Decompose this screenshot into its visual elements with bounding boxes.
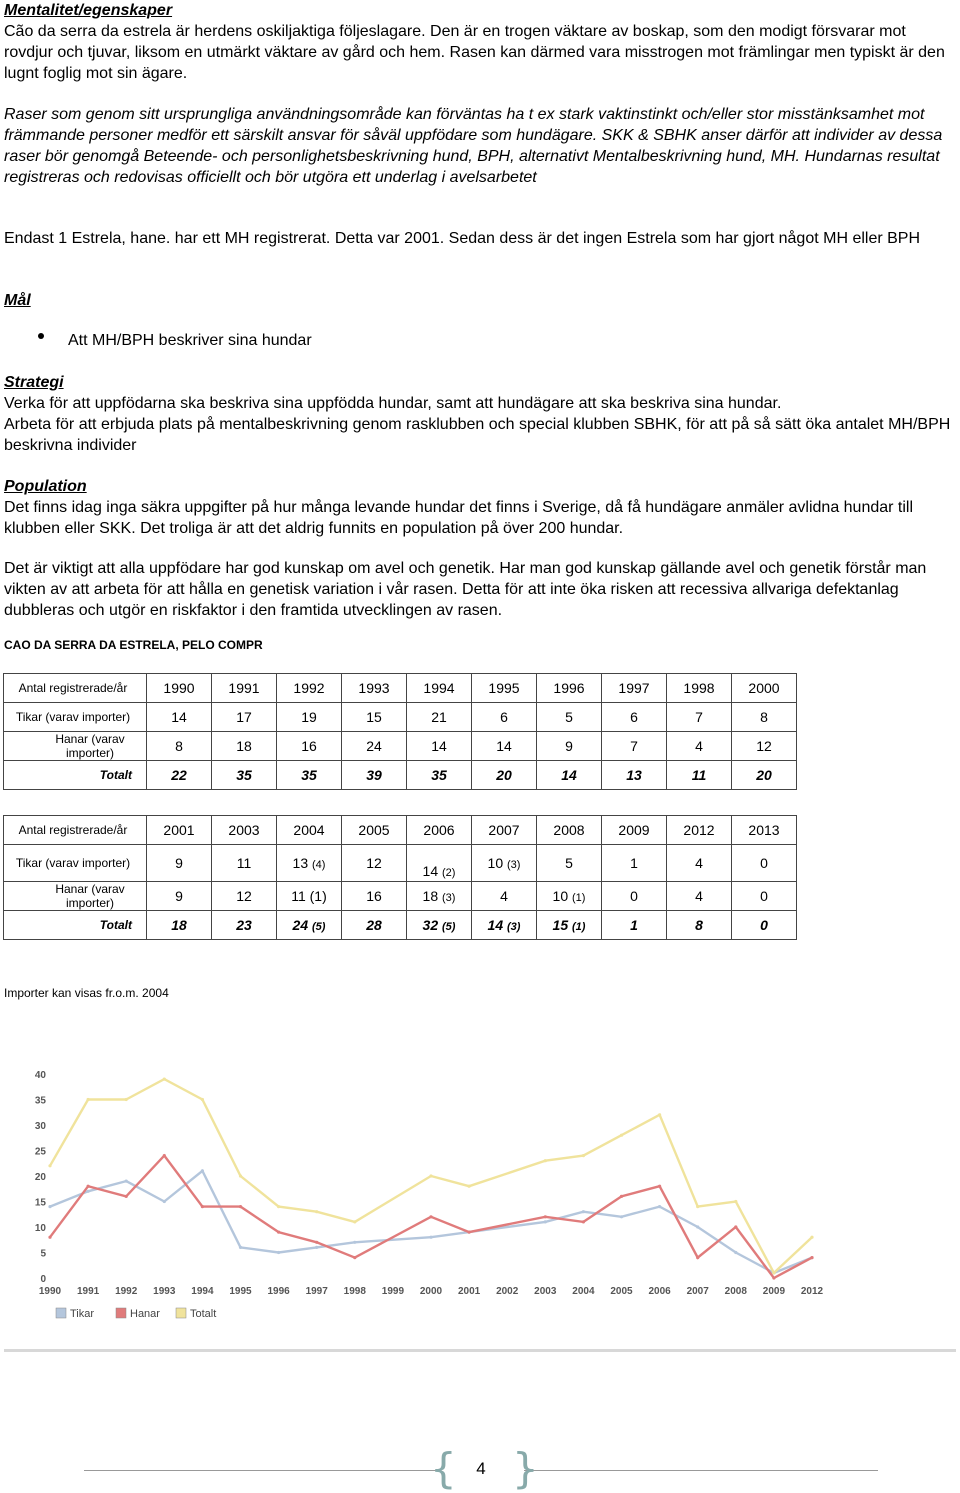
row-label: Antal registrerade/år xyxy=(4,816,147,845)
data-point xyxy=(734,1251,737,1254)
data-point xyxy=(353,1241,356,1244)
right-brace-icon: } xyxy=(512,1444,539,1493)
data-point xyxy=(772,1276,775,1279)
x-tick-label: 2007 xyxy=(686,1286,709,1297)
import-count: (1) xyxy=(572,892,586,904)
value-cell: 6 xyxy=(472,703,537,732)
x-tick-label: 2000 xyxy=(419,1286,443,1297)
total-cell: 11 xyxy=(667,761,732,790)
year-cell: 1993 xyxy=(342,674,407,703)
row-label: Tikar (varav importer) xyxy=(4,845,147,882)
value-cell: 8 xyxy=(147,732,212,761)
table-row xyxy=(4,732,797,761)
data-point xyxy=(544,1215,547,1218)
value-text: 9 xyxy=(175,855,183,871)
value-text: 0 xyxy=(630,888,638,904)
value-cell: 14 xyxy=(407,732,472,761)
data-point xyxy=(772,1271,775,1274)
value-text: 10 xyxy=(487,855,504,871)
data-point xyxy=(239,1205,242,1208)
value-text: 14 xyxy=(422,863,439,879)
legend-label: Tikar xyxy=(70,1308,95,1320)
data-point xyxy=(620,1134,623,1137)
legend-swatch xyxy=(176,1308,186,1318)
value-text: 1 xyxy=(630,855,638,871)
x-tick-label: 2009 xyxy=(762,1286,786,1297)
year-cell: 1997 xyxy=(602,674,667,703)
year-cell: 2012 xyxy=(667,816,732,845)
data-point xyxy=(429,1215,432,1218)
value-text: 0 xyxy=(760,855,768,871)
data-point xyxy=(277,1251,280,1254)
legend-label: Hanar xyxy=(130,1308,160,1320)
table-row xyxy=(4,674,797,703)
total-cell: 20 xyxy=(472,761,537,790)
x-tick-label: 2008 xyxy=(724,1286,747,1297)
data-point xyxy=(48,1205,51,1208)
data-point xyxy=(658,1185,661,1188)
bullet-dot-icon xyxy=(38,333,44,339)
data-point xyxy=(87,1098,90,1101)
x-tick-label: 2001 xyxy=(457,1286,481,1297)
value-text: 4 xyxy=(695,855,703,871)
import-count: (3) xyxy=(442,892,456,904)
y-tick-label: 35 xyxy=(34,1095,46,1107)
data-point xyxy=(48,1236,51,1239)
value-text: 4 xyxy=(500,888,508,904)
data-point xyxy=(87,1190,90,1193)
legend-label: Totalt xyxy=(190,1308,217,1320)
value-cell: 14 xyxy=(472,732,537,761)
x-tick-label: 1993 xyxy=(153,1286,176,1297)
import-note: Importer kan visas fr.o.m. 2004 xyxy=(4,986,169,1000)
value-text: 13 xyxy=(292,855,309,871)
x-tick-label: 1996 xyxy=(267,1286,290,1297)
value-cell: 6 xyxy=(602,703,667,732)
table-row xyxy=(4,845,797,882)
data-point xyxy=(582,1154,585,1157)
data-point xyxy=(353,1256,356,1259)
population-paragraph-1: Det finns idag inga säkra uppgifter på hur många levande hundar det finns i Sverige, då få hundägare anmäler avlidna hundar till klubben eller SKK. Det troliga är att det aldrig funnits en population på över 200 hundar. xyxy=(4,499,914,537)
data-point xyxy=(468,1185,471,1188)
data-point xyxy=(239,1174,242,1177)
year-cell: 2006 xyxy=(407,816,472,845)
y-tick-label: 30 xyxy=(34,1121,46,1132)
data-point xyxy=(734,1200,737,1203)
registration-table-2001-2013 xyxy=(3,815,797,940)
import-count: (4) xyxy=(312,859,326,871)
x-tick-label: 2012 xyxy=(800,1286,824,1297)
data-point xyxy=(315,1241,318,1244)
data-point xyxy=(582,1210,585,1213)
total-cell: 39 xyxy=(342,761,407,790)
y-tick-label: 40 xyxy=(34,1070,46,1081)
total-text: 28 xyxy=(366,917,382,933)
strategi-paragraph-1: Verka för att uppfödarna ska beskriva sina uppfödda hundar, samt att hundägare att ska beskriva sina hundar. xyxy=(4,395,782,412)
value-cell: 24 xyxy=(342,732,407,761)
value-cell: 7 xyxy=(667,703,732,732)
data-point xyxy=(239,1246,242,1249)
value-cell: 8 xyxy=(732,703,797,732)
value-text: 11 (1) xyxy=(291,888,327,904)
mentalitet-paragraph-2: Raser som genom sitt ursprungliga användningsområde kan förväntas ha t ex stark vaktinstinkt och/eller stor misstänksamhet mot främmande personer medför ett särskilt ansvar för såväl uppfödare som hundägare. SKK & SBHK anser därför att individer av dessa raser bör genomgå Beteende- och personlighetsbeskrivning hund, BPH, alternativt Mentalbeskrivning hund, MH. Hundarnas resultat registreras och redovisas officiellt och bör utgöra ett underlag i avelsarbetet xyxy=(4,106,943,186)
strategi-paragraph-2: Arbeta för att erbjuda plats på mentalbeskrivning genom rasklubben och special klubben SBHK, för att på så sätt öka antalet MH/BPH beskrivna individer xyxy=(4,416,951,454)
year-cell: 1995 xyxy=(472,674,537,703)
population-paragraph-2: Det är viktigt att alla uppfödare har god kunskap om avel och genetik. Har man god kunskap gällande avel och genetik förstår man vikten av att arbeta för att hålla en genetisk variation i vår rasen. Detta för att inte öka risken att recessiva allvariga defektanlag dubbleras och utgör en riskfaktor i den framtida utvecklingen av rasen. xyxy=(4,560,927,619)
total-text: 0 xyxy=(760,917,768,933)
value-cell: 17 xyxy=(212,703,277,732)
divider xyxy=(4,1349,956,1352)
total-text: 14 xyxy=(487,917,504,933)
data-point xyxy=(201,1205,204,1208)
data-point xyxy=(734,1225,737,1228)
total-text: 23 xyxy=(236,917,252,933)
year-cell: 1994 xyxy=(407,674,472,703)
value-cell: 18 xyxy=(212,732,277,761)
data-point xyxy=(87,1185,90,1188)
year-cell: 2008 xyxy=(537,816,602,845)
data-point xyxy=(658,1205,661,1208)
data-point xyxy=(277,1205,280,1208)
value-cell: 12 xyxy=(732,732,797,761)
row-label: Hanar (varav importer) xyxy=(4,732,147,761)
data-point xyxy=(429,1236,432,1239)
value-text: 12 xyxy=(366,855,382,871)
data-point xyxy=(315,1246,318,1249)
x-tick-label: 1998 xyxy=(343,1286,366,1297)
total-cell: 13 xyxy=(602,761,667,790)
registrations-line-chart xyxy=(24,1060,824,1340)
table-row xyxy=(4,911,797,940)
table-row xyxy=(4,703,797,732)
year-cell: 2013 xyxy=(732,816,797,845)
data-point xyxy=(696,1205,699,1208)
value-text: 4 xyxy=(695,888,703,904)
total-cell: 35 xyxy=(407,761,472,790)
y-tick-label: 20 xyxy=(34,1172,46,1183)
table-row xyxy=(4,882,797,911)
data-point xyxy=(125,1180,128,1183)
year-cell: 2004 xyxy=(277,816,342,845)
data-point xyxy=(582,1220,585,1223)
data-point xyxy=(429,1174,432,1177)
x-tick-label: 1991 xyxy=(76,1286,100,1297)
value-text: 0 xyxy=(760,888,768,904)
data-point xyxy=(620,1195,623,1198)
import-count: (2) xyxy=(442,867,456,879)
value-text: 18 xyxy=(422,888,439,904)
import-count: (3) xyxy=(507,859,521,871)
data-point xyxy=(544,1220,547,1223)
data-point xyxy=(810,1256,813,1259)
data-point xyxy=(468,1231,471,1234)
year-cell: 2001 xyxy=(147,816,212,845)
total-text: 15 xyxy=(552,917,569,933)
total-cell: 20 xyxy=(732,761,797,790)
year-cell: 2000 xyxy=(732,674,797,703)
heading-strategi: Strategi xyxy=(4,374,64,391)
value-cell: 7 xyxy=(602,732,667,761)
x-tick-label: 1995 xyxy=(229,1286,252,1297)
x-tick-label: 1994 xyxy=(191,1286,214,1297)
x-tick-label: 2005 xyxy=(610,1286,633,1297)
mal-bullet-item: Att MH/BPH beskriver sina hundar xyxy=(68,332,312,349)
x-tick-label: 2004 xyxy=(572,1286,595,1297)
year-cell: 1996 xyxy=(537,674,602,703)
heading-mentalitet: Mentalitet/egenskaper xyxy=(4,2,173,19)
year-cell: 1991 xyxy=(212,674,277,703)
x-tick-label: 1992 xyxy=(115,1286,138,1297)
data-point xyxy=(163,1200,166,1203)
legend-swatch xyxy=(56,1308,66,1318)
value-text: 16 xyxy=(366,888,382,904)
row-label: Antal registrerade/år xyxy=(4,674,147,703)
import-count: (5) xyxy=(442,921,456,933)
value-cell: 15 xyxy=(342,703,407,732)
x-tick-label: 1997 xyxy=(305,1286,328,1297)
data-point xyxy=(544,1159,547,1162)
data-point xyxy=(315,1210,318,1213)
year-cell: 1992 xyxy=(277,674,342,703)
y-tick-label: 15 xyxy=(34,1197,46,1209)
x-tick-label: 2003 xyxy=(534,1286,557,1297)
x-tick-label: 1999 xyxy=(381,1286,405,1297)
footer-divider-right xyxy=(524,1470,878,1471)
data-point xyxy=(696,1256,699,1259)
year-cell: 1998 xyxy=(667,674,732,703)
data-point xyxy=(353,1220,356,1223)
value-cell: 21 xyxy=(407,703,472,732)
data-point xyxy=(201,1169,204,1172)
table-title: CAO DA SERRA DA ESTRELA, PELO COMPR xyxy=(4,638,263,652)
total-text: 24 xyxy=(292,917,309,933)
import-count: (3) xyxy=(507,921,521,933)
value-text: 12 xyxy=(236,888,252,904)
value-cell: 14 xyxy=(147,703,212,732)
value-cell: 4 xyxy=(667,732,732,761)
value-text: 10 xyxy=(552,888,569,904)
row-label: Tikar (varav importer) xyxy=(4,703,147,732)
legend-swatch xyxy=(116,1308,126,1318)
table-row xyxy=(4,816,797,845)
total-text: 1 xyxy=(630,917,638,933)
value-cell: 16 xyxy=(277,732,342,761)
x-tick-label: 1990 xyxy=(38,1286,62,1297)
data-point xyxy=(48,1164,51,1167)
import-count: (5) xyxy=(312,921,326,933)
heading-mal: Mål xyxy=(4,292,31,309)
table-row xyxy=(4,761,797,790)
page-number: 4 xyxy=(476,1459,486,1478)
y-tick-label: 0 xyxy=(40,1274,46,1285)
value-text: 5 xyxy=(565,855,573,871)
data-point xyxy=(658,1113,661,1116)
year-cell: 2003 xyxy=(212,816,277,845)
total-cell: 14 xyxy=(537,761,602,790)
data-point xyxy=(277,1231,280,1234)
data-point xyxy=(201,1098,204,1101)
value-text: 9 xyxy=(175,888,183,904)
left-brace-icon: { xyxy=(430,1444,457,1493)
total-cell: 35 xyxy=(212,761,277,790)
year-cell: 1990 xyxy=(147,674,212,703)
year-cell: 2005 xyxy=(342,816,407,845)
footer-divider-left xyxy=(84,1470,440,1471)
value-cell: 19 xyxy=(277,703,342,732)
registration-table-1990-2000 xyxy=(3,673,797,790)
value-cell: 9 xyxy=(537,732,602,761)
row-label: Hanar (varav importer) xyxy=(4,882,147,911)
y-tick-label: 10 xyxy=(34,1223,46,1234)
year-cell: 2007 xyxy=(472,816,537,845)
total-text: 18 xyxy=(171,917,187,933)
y-tick-label: 5 xyxy=(40,1248,46,1260)
row-label: Totalt xyxy=(4,761,147,790)
value-text: 11 xyxy=(236,855,252,871)
heading-population: Population xyxy=(4,478,87,495)
x-tick-label: 2006 xyxy=(648,1286,671,1297)
data-point xyxy=(620,1215,623,1218)
data-point xyxy=(696,1225,699,1228)
y-tick-label: 25 xyxy=(34,1146,46,1158)
import-count: (1) xyxy=(572,921,586,933)
row-label: Totalt xyxy=(4,911,147,940)
year-cell: 2009 xyxy=(602,816,667,845)
data-point xyxy=(163,1078,166,1081)
total-cell: 35 xyxy=(277,761,342,790)
mentalitet-paragraph-3: Endast 1 Estrela, hane. har ett MH registrerat. Detta var 2001. Sedan dess är det ingen Estrela som har gjort något MH eller BPH xyxy=(4,230,921,247)
data-point xyxy=(125,1098,128,1101)
data-point xyxy=(163,1154,166,1157)
data-point xyxy=(125,1195,128,1198)
total-cell: 22 xyxy=(147,761,212,790)
data-point xyxy=(810,1236,813,1239)
mentalitet-paragraph-1: Cão da serra da estrela är herdens oskiljaktiga följeslagare. Den är en trogen väktare av boskap, som den modigt försvarar mot rovdjur och tjuvar, liksom en utmärkt väktare av gård och hem. Rasen kan därmed vara misstrogen mot främlingar men typiskt är den lugnt foglig mot sin ägare. xyxy=(4,23,945,82)
total-text: 32 xyxy=(422,917,439,933)
value-cell: 5 xyxy=(537,703,602,732)
total-text: 8 xyxy=(695,917,703,933)
x-tick-label: 2002 xyxy=(496,1286,519,1297)
